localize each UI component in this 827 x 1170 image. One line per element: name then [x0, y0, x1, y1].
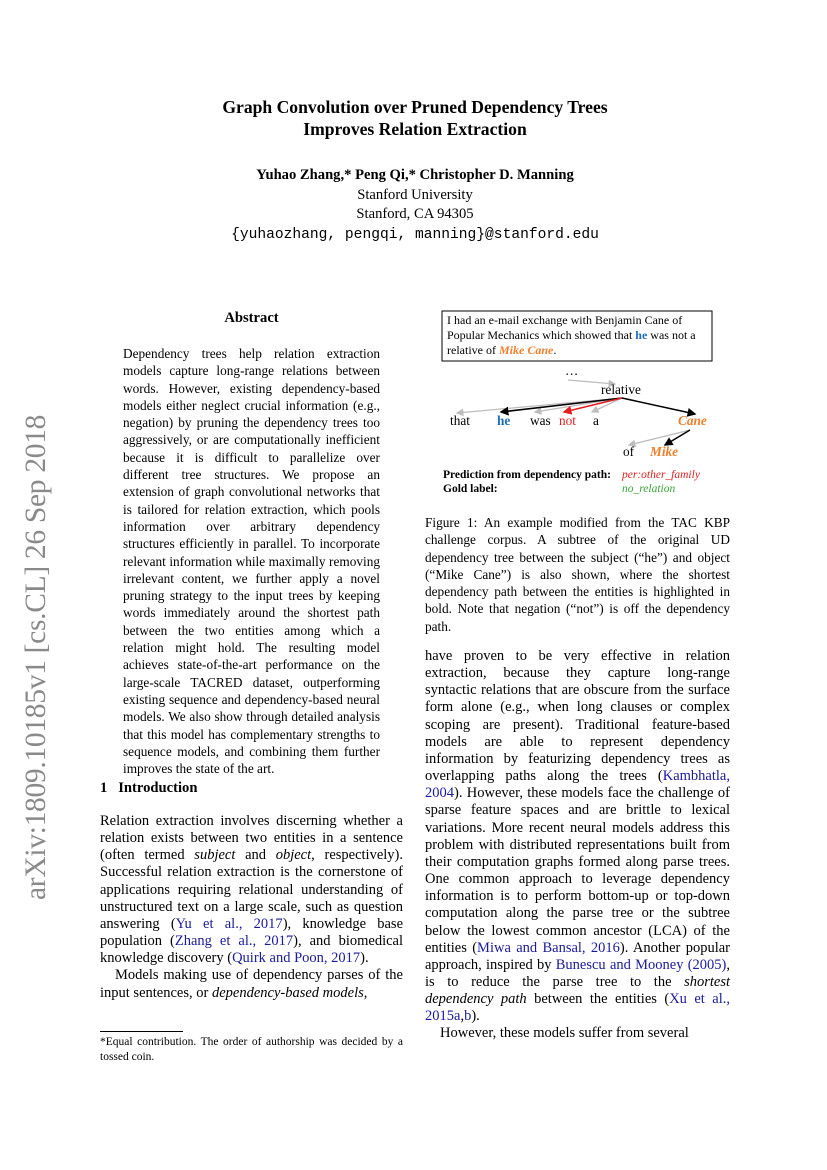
- author-names: Yuhao Zhang,* Peng Qi,* Christopher D. Manning: [256, 167, 574, 183]
- author-block: [100, 166, 730, 245]
- text-run: ), knowledge base population (: [100, 915, 404, 950]
- text-run: ).: [471, 1008, 480, 1025]
- intro-left-column: [100, 813, 403, 1002]
- abstract-text: Dependency trees help relation extraction models capture long-range relations between words. However, existing dependency-based models either neglect crucial information (e.g., negation) by pruning the dependency trees too aggressively, or are computationally inefficient because it is difficult to parallelize over different tree structures. We propose an extension of graph convolutional networks that is tailored for relation extraction, which pools information over arbitrary dependency structures efficiently in parallel. To incorporate relevant information while maximally removing irrelevant content, we further apply a novel pruning strategy to the input trees by keeping words immediately around the shortest path between the two entities among which a relation might hold. The resulting model achieves state-of-the-art performance on the large-scale TACRED dataset, outperforming existing sequence and dependency-based neural models. We also show through detailed analysis that this model has complementary strengths to sequence models, and combining them further improves the state of the art.: [123, 346, 380, 777]
- section-heading-introduction: 1 Introduction: [100, 780, 198, 796]
- citation-link[interactable]: Miwa and Bansal, 2016: [477, 939, 620, 956]
- figure-1-dependency-tree: [425, 305, 730, 505]
- footnote-rule: [100, 1031, 183, 1032]
- text-run: ,: [460, 1008, 465, 1025]
- sentence-text: was not a relative of: [447, 328, 696, 357]
- paragraph: [425, 1025, 730, 1042]
- tree-word-object: Cane: [678, 413, 707, 428]
- citation-link[interactable]: Xu et al., 2015a: [425, 991, 730, 1025]
- text-run: and: [235, 847, 276, 864]
- paper-title: [100, 96, 730, 140]
- tree-word-of: of: [623, 444, 635, 459]
- text-run: ).: [360, 950, 369, 967]
- tree-ellipsis: …: [565, 363, 579, 378]
- text-run: ,: [363, 984, 368, 1001]
- emphasis-text: object: [275, 847, 312, 864]
- sentence-text: .: [553, 343, 557, 357]
- prediction-label: Prediction from dependency path:: [443, 469, 611, 481]
- text-run: ), and biomedical knowledge discovery (: [100, 933, 403, 967]
- intro-right-column: [425, 648, 730, 1043]
- object-entity: Mike Cane: [498, 343, 554, 357]
- address: Stanford, CA 94305: [356, 206, 474, 222]
- title-line: Graph Convolution over Pruned Dependency Trees: [222, 97, 608, 117]
- affiliation: Stanford University: [357, 186, 473, 203]
- paragraph: [100, 967, 403, 1001]
- figure-caption: Figure 1: An example modified from the TAC KBP challenge corpus. A subtree of the original UD dependency tree between the subject (“he”) and object (“Mike Cane”) is also shown, where the shortest dependency path between the entities is highlighted in bold. Note that negation (“not”) is off the dependency path.: [425, 515, 730, 634]
- text-run: , is to reduce the parse tree to the: [425, 956, 730, 990]
- text-run: Relation extraction involves discerning whether a relation exists between two entities in a sentence (often termed: [100, 813, 403, 864]
- text-run: have proven to be very effective in relation extraction, because they capture long-range syntactic relations that are obscure from the surface form alone (e.g., when long clauses or complex scoping are present). Traditional feature-based models are able to represent dependency information by featurizing dependency trees as overlapping paths along the trees (: [425, 648, 730, 785]
- text-run: Models making use of dependency parses of the input sentences, or: [100, 967, 403, 1001]
- text-run: , respectively). Successful relation extraction is the cornerstone of applications requiring relational understanding of unstructured text on a large scale, such as question answering (: [100, 847, 403, 932]
- subject-entity: he: [635, 328, 648, 342]
- paragraph: [100, 813, 403, 967]
- title-line: Improves Relation Extraction: [303, 119, 527, 139]
- citation-link[interactable]: Quirk and Poon, 2017: [232, 950, 361, 967]
- emphasis-text: shortest dependency path: [425, 973, 730, 1008]
- email: {yuhaozhang, pengqi, manning}@stanford.edu: [231, 226, 599, 243]
- gold-label: Gold label:: [443, 483, 498, 495]
- text-run: between the entities (: [526, 991, 670, 1008]
- text-run: ). However, these models face the challenge of sparse feature spaces and are brittle to lexical variations. More recent neural models address this problem with distributed representations built from their computation graphs formed along parse trees. One common approach to leverage dependency information is to perform bottom-up or top-down computation along the parse tree or the subtree below the lowest common ancestor (LCA) of the entities (: [425, 785, 730, 956]
- tree-root-word: relative: [601, 382, 641, 397]
- footnote: *Equal contribution. The order of authorship was decided by a tossed coin.: [100, 1036, 403, 1063]
- arxiv-identifier: arXiv:1809.10185v1 [cs.CL] 26 Sep 2018: [20, 414, 52, 900]
- tree-word-negation: not: [559, 413, 576, 428]
- sentence-text: I had an e-mail exchange with Benjamin Cane of Popular Mechanics which showed that: [447, 313, 683, 342]
- paragraph: [425, 648, 730, 1025]
- text-run: ). Another popular approach, inspired by: [425, 939, 731, 973]
- citation-link[interactable]: Yu et al., 2017: [175, 915, 283, 932]
- tree-word-was: was: [530, 413, 551, 428]
- tree-word-mike: Mike: [650, 444, 679, 459]
- prediction-value: per:other_family: [622, 469, 700, 481]
- citation-link[interactable]: Bunescu and Mooney (2005): [555, 956, 727, 973]
- abstract-heading: Abstract: [224, 310, 279, 326]
- citation-link[interactable]: Kambhatla, 2004: [425, 768, 730, 802]
- citation-link[interactable]: Zhang et al., 2017: [174, 933, 294, 950]
- gold-value: no_relation: [622, 483, 676, 495]
- tree-word-that: that: [450, 413, 470, 428]
- emphasis-text: dependency-based models: [211, 984, 364, 1001]
- citation-link[interactable]: b: [464, 1008, 472, 1025]
- text-run: However, these models suffer from several: [440, 1025, 689, 1042]
- tree-word-a: a: [593, 413, 599, 428]
- tree-word-subject: he: [497, 413, 511, 428]
- example-sentence: [447, 313, 709, 358]
- emphasis-text: subject: [194, 847, 236, 864]
